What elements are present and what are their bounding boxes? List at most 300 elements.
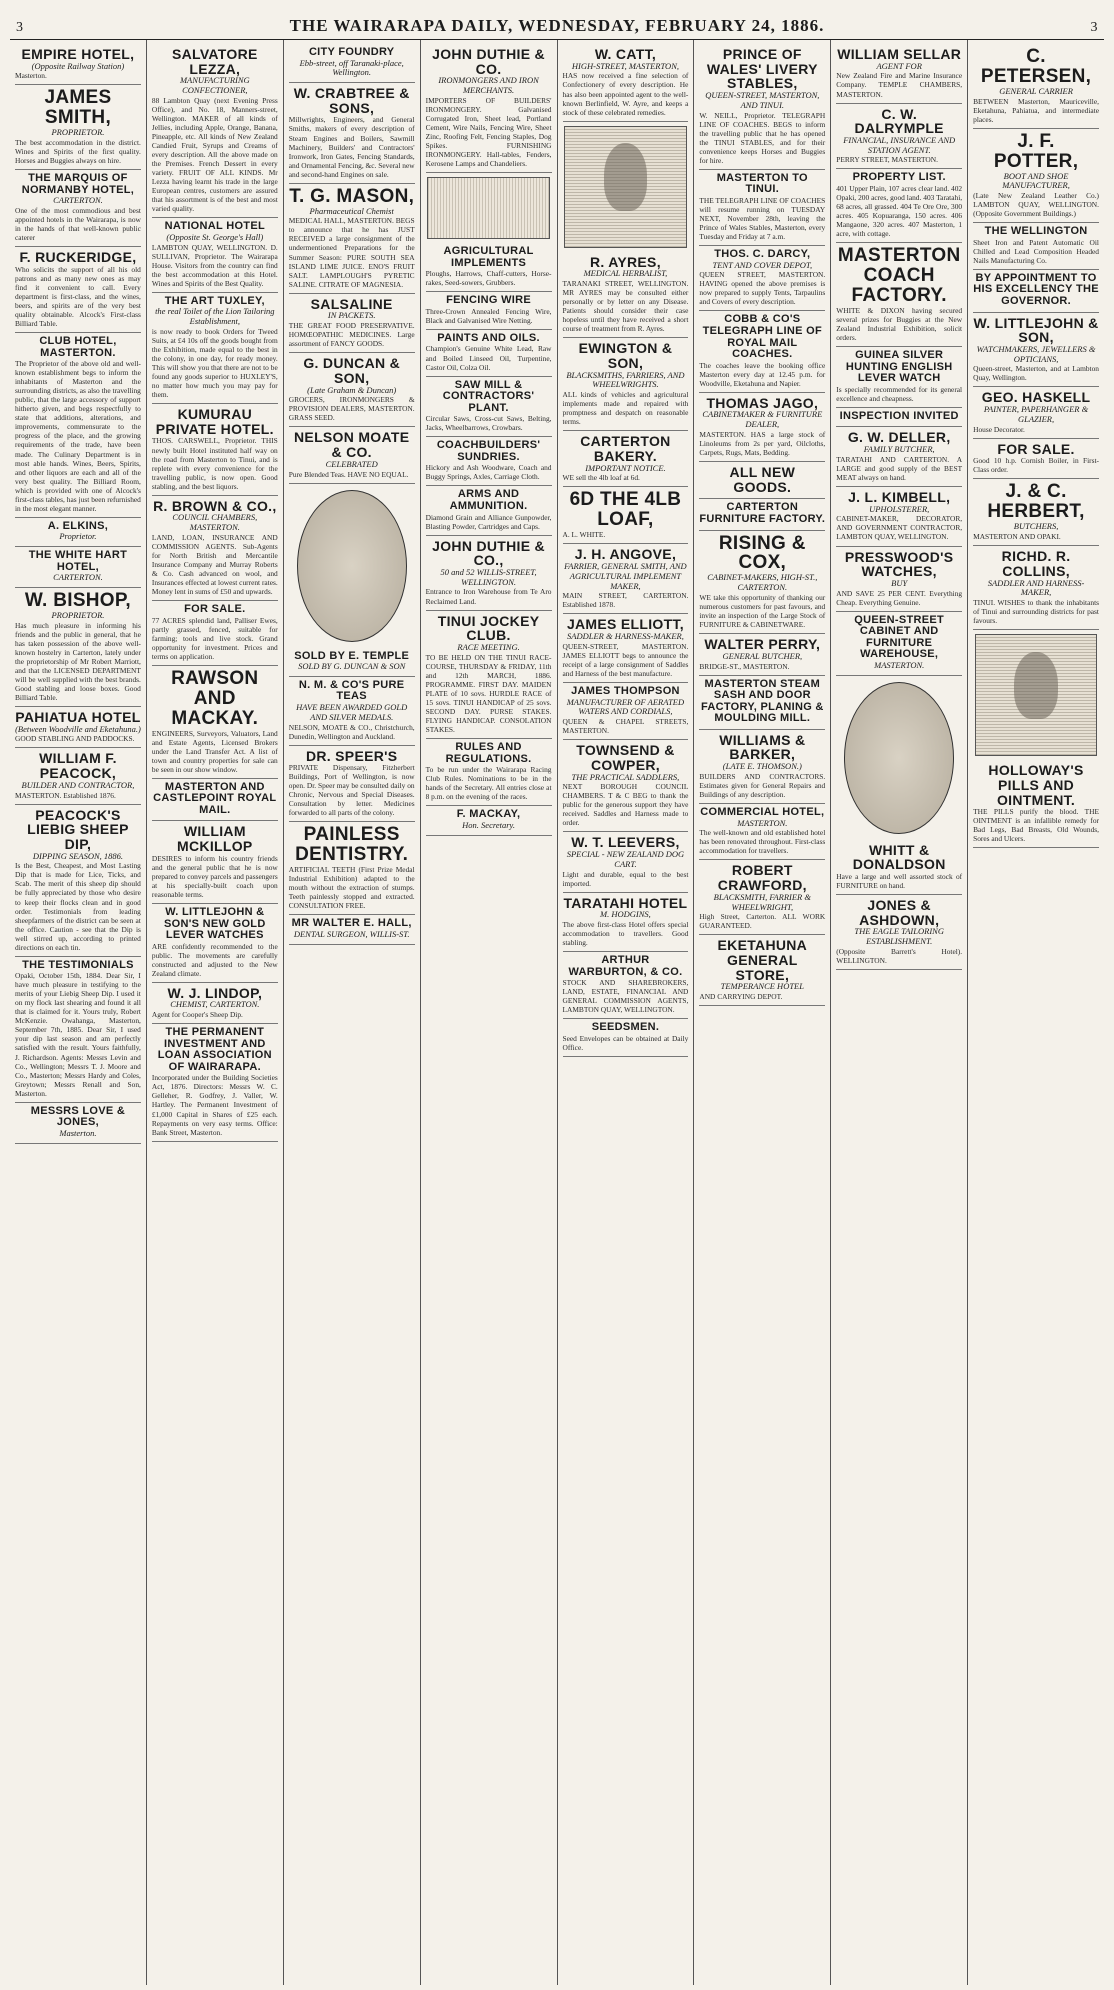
advertisement <box>426 243 552 292</box>
ad-title: J. F. POTTER, <box>993 130 1079 172</box>
advertisement <box>836 243 962 347</box>
advertisement <box>152 293 278 404</box>
ad-title: EWINGTON & SON, <box>578 340 673 371</box>
ad-body-text: WHITE & DIXON having secured several prizes for Buggies at the New Zealand Industrial Exhibition, solicit orders. <box>836 306 963 343</box>
ad-title: PAHIATUA HOTEL <box>15 708 141 725</box>
ad-body-text: QUEEN & CHAPEL STREETS, MASTERTON. <box>562 717 689 736</box>
ad-title: THE PERMANENT INVESTMENT AND LOAN ASSOCIATION OF WAIRARAPA. <box>157 1026 272 1073</box>
ad-title: THE MARQUIS OF NORMANBY HOTEL, <box>21 172 135 196</box>
advertisement <box>15 748 141 804</box>
ad-title: FOR SALE. <box>997 440 1075 457</box>
ad-title: JONES & ASHDOWN, <box>859 897 940 928</box>
ad-body-text: TARANAKI STREET, WELLINGTON. MR AYRES may be consulted either personally or by letter on any Disease. Patients should consider their case hopeless until they have received a short course of treatment from R. Ayres. <box>562 279 689 334</box>
ad-body-text: Is specially recommended for its general excellence and cheapness. <box>836 384 963 403</box>
ad-subtitle: BLACKSMITH, FARRIER & WHEELWRIGHT, <box>713 891 811 912</box>
ad-body-text: Circular Saws, Cross-cut Saws, Belting, Jacks, Wheelbarrows, Crowbars. <box>425 414 552 433</box>
ad-title: W. BISHOP, <box>24 589 131 611</box>
ad-body-text: Millwrights, Engineers, and General Smiths, makers of every description of Steam Engines and Boilers, Sawmill Machinery, Builders' and Contractors' Ironwork, Iron Gates, Fencing Standards, and Ornamental Fencing, &c. Several new and second-hand Engines on sale. <box>288 115 415 179</box>
ad-body-text: Light and durable, equal to the best imported. <box>562 869 689 888</box>
advertisement <box>699 44 825 170</box>
ad-subtitle: IMPORTANT NOTICE. <box>585 462 666 473</box>
ad-body-text: 88 Lambton Quay (next Evening Press Office), and No. 18, Manners-street, Wellington. MAKER of all kinds of Jellies, including Apple, Orange, Banana, Pineapple, etc. All kinds of New Zealand Candied Fruit, Syrups and Creams of every description. All the above made on the Premises. French Dessert in every variety. FRUIT OF ALL KINDS. Mr Lezza having learnt his trade in the large European centres, customers are assured that his assortment is of the best and most varied quality. <box>151 95 278 214</box>
ad-body-text: WE sell the 4lb loaf at 6d. <box>562 473 640 483</box>
ad-title: RULES AND REGULATIONS. <box>445 740 532 765</box>
ad-subtitle: MANUFACTURER OF AERATED WATERS AND CORDIALS, <box>566 696 685 717</box>
advertisement <box>15 707 141 748</box>
advertisement <box>563 487 689 544</box>
ad-title: THE ART TUXLEY, <box>164 294 265 307</box>
advertisement <box>699 634 825 675</box>
ad-subtitle: THE PRACTICAL SADDLERS, <box>571 771 680 782</box>
ad-subtitle: MANUFACTURING CONFECTIONER, <box>179 75 250 96</box>
ad-subtitle: GENERAL BUTCHER, <box>722 650 803 661</box>
ad-body-text: To be run under the Wairarapa Racing Club Rules. Nominations to be in the hands of the Secretary. All entries close at 8 p.m. on the evening of the races. <box>425 765 552 802</box>
ad-body-text: ARE confidently recommended to the public. The movements are carefully constructed and adjusted to the New Zealand climate. <box>151 941 278 978</box>
advertisement <box>563 740 689 832</box>
ad-subtitle: GENERAL CARRIER <box>999 85 1073 96</box>
ad-subtitle: Masterton. <box>59 1127 97 1138</box>
ad-subtitle: CARTERTON. <box>53 572 103 583</box>
ad-body-text: (Late New Zealand Leather Co.) LAMBTON QUAY, WELLINGTON. (Opposite Government Buildings.) <box>973 191 1099 219</box>
ad-title: WILLIAMS & BARKER, <box>719 731 806 763</box>
ad-title: CARTERTON BAKERY. <box>580 433 671 464</box>
ad-subtitle: TENT AND COVER DEPOT, <box>712 259 813 270</box>
ad-title: TINUI JOCKEY CLUB. <box>437 612 540 644</box>
ad-title: MASTERTON COACH FACTORY. <box>837 245 961 307</box>
advertisement <box>289 427 415 483</box>
ad-body-text: QUEEN-STREET, MASTERTON. JAMES ELLIOTT begs to announce the receipt of a large consignment of Saddles and Harness of the best manufacture. <box>562 641 689 678</box>
advertisement <box>699 804 825 860</box>
advertisement <box>289 746 415 823</box>
ad-title: WALTER PERRY, <box>704 636 821 653</box>
ad-title: ARTHUR WARBURTON, & CO. <box>568 954 683 978</box>
ad-subtitle: SOLD BY G. DUNCAN & SON <box>298 661 406 672</box>
ad-body-text: THOS. CARSWELL, Proprietor. THIS newly built Hotel instituted half way on the road from Masterton to Tinui, and is replete with every convenience for the travelling public, is now open. Good stabling, and the best liquors. <box>151 436 278 491</box>
advertisement <box>836 44 962 104</box>
ad-body-text: The well-known and old established hotel has been renovated throughout. First-class accommodation for travellers. <box>699 828 826 856</box>
advertisement <box>152 983 278 1024</box>
ad-title: RAWSON AND MACKAY. <box>171 667 259 729</box>
portrait-engraving <box>975 634 1098 756</box>
ad-body-text: TARATAHI AND CARTERTON. A LARGE and good supply of the BEST MEAT always on hand. <box>836 454 963 482</box>
ad-title: NELSON MOATE & CO. <box>294 429 410 461</box>
ad-subtitle: TEMPERANCE HOTEL <box>720 981 804 992</box>
advertisement <box>563 832 689 892</box>
ad-body-text: DESIRES to inform his country friends and the general public that he is now prepared to convey parcels and passengers at his specially-built coach upon reasonable terms. <box>151 853 278 899</box>
ad-title: PEACOCK'S LIEBIG SHEEP DIP, <box>27 806 129 852</box>
ad-subtitle: HAVE BEEN AWARDED GOLD AND SILVER MEDALS. <box>296 701 408 722</box>
column-4 <box>421 40 558 1985</box>
ad-body-text: (Opposite Barrett's Hotel). WELLINGTON. <box>836 947 963 966</box>
ad-title: RICHD. R. COLLINS, <box>1001 548 1071 579</box>
ad-subtitle: Proprietor. <box>59 531 97 542</box>
ad-title: PRINCE OF WALES' LIVERY STABLES, <box>706 46 818 92</box>
advertisement <box>15 44 141 85</box>
ad-title: TOWNSEND & COWPER, <box>576 742 675 773</box>
ad-subtitle: (LATE E. THOMSON.) <box>722 761 802 772</box>
ad-subtitle: BOOT AND SHOE MANUFACTURER, <box>1002 170 1070 191</box>
ad-title: ALL NEW GOODS. <box>729 464 796 495</box>
ad-body-text: High Street, Carterton. ALL WORK GUARANTEED. <box>699 912 826 931</box>
ad-subtitle: FAMILY BUTCHER, <box>863 444 935 455</box>
ad-title: T. G. MASON, <box>289 185 415 207</box>
ad-subtitle: FARRIER, GENERAL SMITH, AND AGRICULTURAL IMPLEMENT MAKER, <box>564 561 687 591</box>
advertisement <box>152 904 278 983</box>
ad-title: CITY FOUNDRY <box>308 46 395 58</box>
ad-title: RISING & COX, <box>718 532 806 574</box>
advertisement <box>426 739 552 806</box>
ad-body-text: Who solicits the support of all his old patrons and as many new ones as may find it convenient to call. Every department is first-class, and the wines, beers, and spirits are of the very best quality obtainable. Alcock's First-class Billiard Table. <box>15 264 141 329</box>
ad-subtitle: PROPRIETOR. <box>51 609 105 620</box>
ad-title: BY APPOINTMENT TO HIS EXCELLENCY THE GOVERNOR. <box>973 271 1099 307</box>
ad-body-text: MAIN STREET, CARTERTON. Established 1878. <box>562 591 689 610</box>
advertisement <box>973 546 1099 630</box>
engraving-illustration <box>427 177 550 239</box>
ad-title: A. ELKINS, <box>47 519 109 532</box>
ad-body-text: GOOD STABLING AND PADDOCKS. <box>15 734 135 744</box>
ad-body-text: NELSON, MOATE & CO., Christchurch, Dunedin, Wellington and Auckland. <box>288 722 415 741</box>
ad-body-text: THE GREAT FOOD PRESERVATIVE. HOMŒOPATHIC MEDICINES. Large assortment of FANCY GOODS. <box>288 321 415 349</box>
ad-body-text: HAS now received a fine selection of Confectionery of every description. He has also been appointed agent to the well-known Berlinfield, W. Ayre, and keeps a stock of these celebrated remedies. <box>562 71 689 117</box>
ad-title: J. H. ANGOVE, <box>574 546 677 563</box>
advertisement <box>289 353 415 427</box>
ad-title: MESSRS LOVE & JONES, <box>30 1104 126 1129</box>
advertisement <box>563 614 689 683</box>
column-2 <box>147 40 284 1985</box>
advertisement <box>289 822 415 915</box>
ad-title: GEO. HASKELL <box>981 389 1091 406</box>
ad-subtitle: (Opposite St. George's Hall) <box>166 231 264 242</box>
ad-subtitle: Hon. Secretary. <box>462 819 515 830</box>
ad-title: GUINEA SILVER HUNTING ENGLISH LEVER WATCH <box>845 349 953 385</box>
ad-body-text: Opaki, October 15th, 1884. Dear Sir, I have much pleasure in testifying to the merits of your Liebig Sheep Dip. I used it on my flock last shearing and found it all that is claimed for it. Yours truly, Robert McKenzie. Owahanga, Masterton, September 7th, 1885. Dear Sir, I used your dip last season and am perfectly satisfied with the result. Yours faithfully, J. Richardson. Agents: Messrs Levin and Co., Wellington; Messrs T. J. Moore and Co., Masterton; Messrs Hardy and Coles, Greytown; Messrs Renall and Son, Masterton. <box>15 971 141 1098</box>
ad-body-text: New Zealand Fire and Marine Insurance Company. TEMPLE CHAMBERS, MASTERTON. <box>836 71 963 99</box>
newspaper-title: THE WAIRARAPA DAILY, WEDNESDAY, FEBRUARY 24, 1886. <box>289 16 825 35</box>
ad-body-text: The above first-class Hotel offers special accommodation to travellers. Good stabling. <box>562 920 689 948</box>
ad-title: G. DUNCAN & SON, <box>303 355 400 386</box>
ad-body-text: THE TELEGRAPH LINE OF COACHES will resume running on TUESDAY NEXT, November 28th, leaving the Prince of Wales Stables, Masterton, every Tuesday and Friday at 7 a.m. <box>699 195 826 241</box>
ad-title: W. LITTLEJOHN & SON, <box>973 314 1099 346</box>
ad-body-text: The Proprietor of the above old and well-known establishment begs to inform the inhabitants of Masterton and the surrounding districts, as also the travelling public, that the large accessory of support hitherto given, and begs respectfully to state that additions, alterations, and improvements, commensurate to the progress of the place, and the growing requirements of the trade, have been made. The Culinary Department is in most able hands. Wines, Beers, Spirits, and other liquors are each and all of the very best quality. The Billiard Room, which is provided with one of Alcock's first-class tables, has just been refurnished in the most elegant manner. <box>15 359 141 513</box>
ad-body-text: A. L. WHITE. <box>562 530 606 540</box>
ad-subtitle: BUTCHERS, <box>1013 521 1059 532</box>
advertisement <box>289 294 415 354</box>
ad-subtitle: BUILDER AND CONTRACTOR, <box>21 779 135 790</box>
ad-body-text: Three-Crown Annealed Fencing Wire, Black and Galvanised Wire Netting. <box>425 306 552 325</box>
ad-subtitle: CABINETMAKER & FURNITURE DEALER, <box>702 409 823 430</box>
ad-title: MASTERTON STEAM SASH AND DOOR FACTORY, PLANING & MOULDING MILL. <box>700 677 824 725</box>
ad-body-text: House Decorator. <box>973 424 1025 434</box>
ad-subtitle: COUNCIL CHAMBERS, MASTERTON. <box>172 512 258 533</box>
ad-subtitle: WATCHMAKERS, JEWELLERS & OPTICIANS, <box>976 343 1096 364</box>
advertisement <box>973 387 1099 438</box>
ad-title: SAW MILL & CONTRACTORS' PLANT. <box>442 378 535 414</box>
ad-body-text: Masterton. <box>15 71 47 81</box>
ad-subtitle: HIGH-STREET, MASTERTON, <box>571 60 679 71</box>
advertisement <box>15 333 141 518</box>
ad-title: W. CATT, <box>594 46 657 62</box>
column-1 <box>10 40 147 1985</box>
ad-subtitle: IN PACKETS. <box>327 310 376 321</box>
advertisement <box>426 486 552 535</box>
ad-title: ROBERT CRAWFORD, <box>717 862 807 894</box>
ad-title: THOMAS JAGO, <box>706 394 819 411</box>
advertisement <box>15 588 141 707</box>
ad-subtitle: PROPRIETOR. <box>51 127 105 138</box>
ad-subtitle: MASTERTON. <box>737 817 788 828</box>
ad-body-text: The best accommodation in the district. Wines and Spirits of the first quality. Horses and Buggies always on hire. <box>15 138 141 166</box>
ad-body-text: MASTERTON. HAS a large stock of Linoleums from 2s per yard, Oilcloths, Carpets, Rugs, Mats, Bedding. <box>699 429 826 458</box>
ad-subtitle: (Between Woodville and Eketahuna.) <box>15 723 141 734</box>
advertisement <box>426 611 552 739</box>
ad-subtitle: BUY <box>891 577 908 588</box>
advertisement <box>15 957 141 1103</box>
advertisement <box>563 893 689 953</box>
advertisement <box>836 169 962 243</box>
ad-body-text: GROCERS, IRONMONGERS & PROVISION DEALERS, MASTERTON. GRASS SEED. <box>288 395 415 423</box>
advertisement <box>15 518 141 547</box>
ad-title: WILLIAM F. PEACOCK, <box>39 750 117 782</box>
ad-title: DR. SPEER'S <box>305 747 398 764</box>
ad-title: COBB & CO'S TELEGRAPH LINE OF ROYAL MAIL COACHES. <box>702 313 822 361</box>
advertisement <box>426 377 552 438</box>
ad-body-text: QUEEN STREET, MASTERTON. HAVING opened the above premises is now prepared to supply Tents, Tarpaulins and Covers of every description. <box>699 270 826 307</box>
ad-title: PAINLESS DENTISTRY. <box>295 824 409 866</box>
ad-title: F. MACKAY, <box>456 808 521 821</box>
ad-subtitle: CELEBRATED <box>325 458 378 469</box>
ad-title: MASTERTON AND CASTLEPOINT ROYAL MAIL. <box>153 780 277 816</box>
ad-title: SALVATORE LEZZA, <box>171 46 258 77</box>
laery-illustration <box>844 682 954 834</box>
ad-subtitle: UPHOLSTERER, <box>869 503 930 514</box>
advertisement <box>426 292 552 330</box>
ad-body-text: Champion's Genuine White Lead, Raw and Boiled Linseed Oil, Turpentine, Castor Oil, Colza Oil. <box>425 344 552 372</box>
ad-title: PAINTS AND OILS. <box>437 331 540 344</box>
ad-body-text: Pure Blended Teas. HAVE NO EQUAL. <box>288 469 409 479</box>
advertisement <box>152 666 278 779</box>
advertisement <box>699 311 825 392</box>
ad-body-text: Has much pleasure in informing his friends and the public in general, that he has taken possession of the above well-known hostelry in Carterton, lately under the proprietorship of Mr Robert Marriott, and that the LICENSED DEPARTMENT will be well supplied with the best brands. Good stabling and loose boxes. Good Billiard Table. <box>15 620 141 702</box>
ad-title: C. PETERSEN, <box>980 46 1092 87</box>
ad-subtitle: CABINET-MAKERS, HIGH-ST., CARTERTON. <box>707 572 818 593</box>
ad-subtitle: Ebb-street, off Taranaki-place, Wellington. <box>299 57 404 78</box>
ad-title: COMMERCIAL HOTEL, <box>700 805 825 818</box>
ad-title: F. RUCKERIDGE, <box>19 249 137 266</box>
ad-title: J. & C. HERBERT, <box>987 481 1085 523</box>
ad-body-text: is now ready to book Orders for Tweed Suits, at £4 10s off the goods bought from the Exhibition, made equal to the best in the colony, in one day, for ready money. This will show you that there are not to be found any goods superior to HUXLEY'S, no matter how much you may pay for them. <box>151 326 278 400</box>
advertisement <box>563 44 689 122</box>
advertisement <box>563 683 689 740</box>
ad-subtitle: SPECIAL - NEW ZEALAND DOG CART. <box>566 849 685 869</box>
ad-title: WHITT & DONALDSON <box>852 841 946 873</box>
ad-body-text: THE PILLS purify the blood. THE OINTMENT is an infallible remedy for Bad Legs, Bad Breasts, Old Wounds, Sores and Ulcers. <box>973 807 1099 844</box>
ad-body-text: Good 10 h.p. Cornish Boiler, in First-Class order. <box>973 456 1099 475</box>
advertisement <box>973 313 1099 388</box>
advertisement <box>15 805 141 957</box>
advertisement <box>699 170 825 246</box>
tea-packet-illustration <box>297 490 407 642</box>
page-number-right: 3 <box>1090 20 1098 35</box>
ad-body-text: Diamond Grain and Alliance Gunpowder, Blasting Powder, Cartridges and Caps. <box>425 512 552 531</box>
advertisement <box>973 223 1099 270</box>
ad-title: THOS. C. DARCY, <box>714 248 811 261</box>
advertisement <box>289 648 415 677</box>
ad-body-text: BRIDGE-ST., MASTERTON. <box>699 661 790 671</box>
ad-body-text: TINUI. WISHES to thank the inhabitants of Tinui and surrounding districts for past favours. <box>973 598 1099 626</box>
ad-title: WILLIAM MCKILLOP <box>177 823 253 855</box>
ad-subtitle: 50 and 52 WILLIS-STREET, WELLINGTON. <box>440 566 537 587</box>
ad-title: FOR SALE. <box>184 603 246 616</box>
ad-body-text: 401 Upper Plain, 107 acres clear land. 402 Opaki, 200 acres, good land. 403 Taratahi, 68 acres, all grassed. 404 Te Ore Ore, 300 acres. 405 Kopuaranga, 150 acres. 406 Mangaone, 320 acres. 407 Masterton, 1 acre, with cottage. <box>836 184 963 239</box>
advertisement <box>289 915 415 944</box>
advertisement <box>152 1024 278 1141</box>
ad-body-text: LAMBTON QUAY, WELLINGTON. D. SULLIVAN, Proprietor. The Wairarapa House. Visitors from the country can find the best accommodation at this Hotel. Wines and Spirits of the Best Quality. <box>151 242 278 288</box>
advertisement <box>699 935 825 1006</box>
advertisement <box>699 246 825 311</box>
ad-title: EKETAHUNA GENERAL STORE, <box>717 937 808 983</box>
column-3 <box>284 40 421 1985</box>
advertisement <box>15 247 141 333</box>
advertisement <box>699 462 825 499</box>
ad-title: WILLIAM SELLAR <box>837 46 962 62</box>
ad-subtitle: THE EAGLE TAILORING ESTABLISHMENT. <box>854 926 944 947</box>
ad-body-text: AND CARRYING DEPOT. <box>699 992 783 1002</box>
advertisement <box>289 677 415 746</box>
ad-title: SEEDSMEN. <box>591 1021 660 1034</box>
advertisement <box>426 536 552 611</box>
ad-title: 6D THE 4LB LOAF, <box>569 489 682 531</box>
ad-body-text: One of the most commodious and best appointed hotels in the Wairarapa, is now in the hands of that well-known public caterer <box>15 206 141 243</box>
ad-subtitle: CHEMIST, CARTERTON. <box>170 999 260 1010</box>
ad-title: HOLLOWAY'S PILLS AND OINTMENT. <box>988 762 1084 808</box>
advertisement <box>426 806 552 835</box>
advertisement <box>289 44 415 83</box>
ad-title: PROPERTY LIST. <box>852 171 946 184</box>
advertisement <box>563 338 689 431</box>
ad-body-text: Ploughs, Harrows, Chaff-cutters, Horse-rakes, Seed-sowers, Grubbers. <box>425 269 552 288</box>
ad-title: SALSALINE <box>310 295 393 312</box>
ad-title: W. J. LINDOP, <box>167 984 263 1001</box>
advertisement <box>152 44 278 218</box>
ad-subtitle: the real Toilet of the Lion Tailoring Establishment, <box>155 306 275 327</box>
advertisement <box>973 439 1099 480</box>
ad-subtitle: PAINTER, PAPERHANGER & GLAZIER, <box>983 404 1089 424</box>
columns <box>10 40 1104 1985</box>
ad-body-text: Incorporated under the Building Societies Act, 1876. Directors: Messrs W. C. Gelleher, R. Godfrey, J. Valler, W. Hartley. The Permanent Investment of £1,000 Capital in Shares of £25 each. Repayments on very easy terms. Office: Bank Street, Masterton. <box>151 1073 278 1137</box>
advertisement <box>973 270 1099 313</box>
advertisement <box>289 184 415 294</box>
advertisement <box>973 479 1099 546</box>
column-6 <box>694 40 831 1985</box>
ad-subtitle: (Late Graham & Duncan) <box>307 384 397 395</box>
ad-body-text: PERRY STREET, MASTERTON. <box>836 155 938 165</box>
ad-title: JAMES THOMPSON <box>571 684 680 697</box>
advertisement <box>836 427 962 487</box>
ad-title: THE WHITE HART HOTEL, <box>28 549 128 573</box>
ad-title: KUMURAU PRIVATE HOTEL. <box>155 406 274 437</box>
advertisement <box>563 431 689 487</box>
ad-title: FENCING WIRE <box>446 294 531 307</box>
ad-body-text: ALL kinds of vehicles and agricultural implements made and repaired with promptness and despatch on reasonable terms. <box>562 390 689 427</box>
ad-title: R. BROWN & CO., <box>153 497 277 514</box>
ad-title: J. L. KIMBELL, <box>848 488 951 505</box>
ad-title: JAMES SMITH, <box>44 87 112 129</box>
ad-title: NATIONAL HOTEL <box>164 220 265 233</box>
ad-subtitle: QUEEN-STREET, MASTERTON, AND TINUI. <box>705 90 820 110</box>
column-7 <box>831 40 968 1985</box>
advertisement <box>836 347 962 408</box>
ad-subtitle: M. HODGINS, <box>600 909 651 920</box>
advertisement <box>836 895 962 970</box>
ad-title: G. W. DELLER, <box>847 429 951 446</box>
advertisement <box>836 408 962 428</box>
advertisement <box>563 952 689 1019</box>
advertisement <box>973 760 1099 848</box>
ad-title: TARATAHI HOTEL <box>563 894 688 911</box>
column-5 <box>558 40 695 1985</box>
ad-title: CLUB HOTEL, MASTERTON. <box>39 335 117 359</box>
advertisement <box>152 218 278 292</box>
ad-body-text: 77 ACRES splendid land, Palliser Ewes, partly grassed, fenced, suitable for farming; tools and live stock. Grand opportunity for investment. Prices and terms on application. <box>151 615 278 661</box>
advertisement <box>426 437 552 486</box>
ad-body-text: MASTERTON AND OPAKI. <box>973 532 1061 542</box>
column-8 <box>968 40 1104 1985</box>
ad-body-text: TO BE HELD ON THE TINUI RACE-COURSE, THURSDAY & FRIDAY, 11th and 12th MARCH, 1886. PROGRAMME. FIRST DAY. MAIDEN PLATE of 10 sovs. HURDLE RACE of 15 sovs. TINUI HANDICAP of 25 sovs. SECOND DAY. PURSE STAKES. FLYING HANDICAP. CONSOLATION STAKES. <box>425 652 552 734</box>
ad-body-text: WE take this opportunity of thanking our numerous customers for past favours, and invite an inspection of the Large Stock of FURNITURE & CABINETWARE. <box>699 592 826 630</box>
ad-body-text: CABINET-MAKER, DECORATOR, AND GOVERNMENT CONTRACTOR, LAMBTON QUAY, WELLINGTON. <box>836 514 963 542</box>
advertisement <box>699 531 825 635</box>
ad-title: AGRICULTURAL IMPLEMENTS <box>443 245 534 269</box>
ad-title: COACHBUILDERS' SUNDRIES. <box>436 439 541 463</box>
ad-body-text: Have a large and well assorted stock of FURNITURE on hand. <box>836 872 963 891</box>
advertisement <box>152 821 278 904</box>
ad-title: JAMES ELLIOTT, <box>566 616 684 633</box>
ad-title: EMPIRE HOTEL, <box>21 46 135 62</box>
ad-body-text: Agent for Cooper's Sheep Dip. <box>151 1010 243 1020</box>
advertisement <box>563 252 689 339</box>
advertisement <box>699 860 825 935</box>
ad-title: THE TESTIMONIALS <box>22 958 134 971</box>
ad-title: JOHN DUTHIE & CO., <box>432 537 545 569</box>
ad-title: MASTERTON TO TINUI. <box>716 171 808 196</box>
ad-body-text: LAND, LOAN, INSURANCE AND COMMISSION AGENTS. Sub-Agents for North British and Mercantile Insurance Company and Murray Roberts & Co. Cash advanced on wool, and Insurances effected at lowest current rates. Money lent in sums of £50 and upwards. <box>151 532 278 597</box>
ad-subtitle: (Opposite Railway Station) <box>31 60 125 71</box>
masthead <box>10 6 1104 40</box>
advertisement <box>426 44 552 173</box>
advertisement <box>836 104 962 170</box>
ad-body-text: Hickory and Ash Woodware, Coach and Buggy Springs, Axles, Carriage Cloth. <box>425 463 552 482</box>
ad-body-text: MASTERTON. Established 1876. <box>15 790 116 800</box>
advertisement <box>15 547 141 588</box>
ad-subtitle: CARTERTON. <box>53 195 103 206</box>
page-number: 3 <box>16 20 24 35</box>
ad-body-text: NEXT BOROUGH COUNCIL CHAMBERS. T & C BEG to thank the public for the generous support they have received. Saddles and Harness made to order. <box>562 782 689 828</box>
advertisement <box>699 730 825 804</box>
advertisement <box>289 83 415 184</box>
ad-title: INSPECTION INVITED <box>839 409 959 422</box>
ad-body-text: IMPORTERS OF BUILDERS' IRONMONGERY. Galvanised Corrugated Iron, Sheet lead, Portland Cement, Wire Nails, Fencing Wire, Sheet Zinc, Roofing Felt, Fencing Staples, Dog Spikes. FURNISHING IRONMONGERY. Hall-tables, Fenders, Kerosene Lamps and Chandeliers. <box>425 95 552 169</box>
advertisement <box>836 612 962 676</box>
ad-subtitle: MEDICAL HERBALIST, <box>583 268 668 279</box>
ad-body-text: AND SAVE 25 PER CENT. Everything Cheap. Everything Genuine. <box>836 588 963 607</box>
advertisement <box>836 547 962 612</box>
advertisement <box>699 499 825 530</box>
ad-body-text: ARTIFICIAL TEETH (First Prize Medal Industrial Exhibition) adapted to the mouth without the extraction of stumps. Teeth painlessly stopped and extracted. CONSULTATION FREE. <box>288 865 415 911</box>
ad-subtitle: DENTAL SURGEON, WILLIS-ST. <box>293 929 410 940</box>
ad-body-text: MEDICAL HALL, MASTERTON. BEGS to announce that he has JUST RECEIVED a large consignment of the undermentioned Preparations for the Summer Season: PURE SOUTH SEA ISLAND LIME JUICE. ENO'S FRUIT SALT. LAMPLOUGH'S PYRETIC SALINE. CITRATE OF MAGNESIA. <box>288 216 415 289</box>
ad-title: JOHN DUTHIE & CO. <box>432 46 545 77</box>
advertisement <box>699 393 825 462</box>
